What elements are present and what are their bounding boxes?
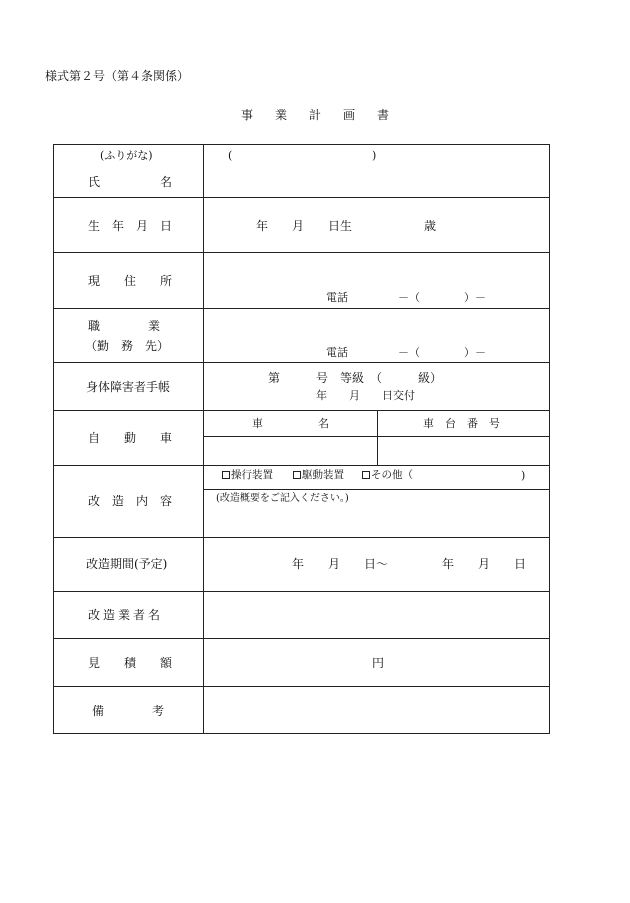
handbook-number-grade: 第 号 等級 （ 級） — [268, 371, 443, 385]
option-other[interactable]: その他（ — [362, 470, 413, 481]
form-number: 様式第２号（第４条関係） — [45, 69, 190, 83]
option-steering-device[interactable]: 操行装置 — [222, 470, 273, 481]
furigana-close-paren: ) — [372, 149, 377, 162]
vehicle-name-header: 車 名 — [252, 417, 329, 430]
furigana-label: (ふりがな) — [100, 149, 153, 162]
employer-tel-format: －（ ）－ — [398, 346, 486, 359]
checkbox[interactable] — [222, 471, 230, 479]
employer-sublabel: （勤 務 先） — [85, 339, 170, 353]
address-tel-label: 電話 — [326, 291, 348, 304]
row-divider — [53, 362, 550, 363]
vehicle-chassis-number-header: 車 台 番 号 — [423, 417, 500, 430]
birthdate-label: 生 年 月 日 — [88, 219, 173, 233]
row-divider — [53, 591, 550, 592]
handbook-issue-date: 年 月 日交付 — [316, 389, 415, 402]
period-start: 年 月 日～ — [292, 557, 389, 571]
period-label: 改造期間(予定) — [86, 557, 168, 571]
furigana-open-paren: ( — [228, 149, 233, 162]
row-divider — [53, 638, 550, 639]
modification-options-divider — [203, 489, 550, 490]
option-drive-device[interactable]: 駆動装置 — [293, 470, 344, 481]
contractor-label: 改造業者名 — [88, 608, 164, 622]
period-end: 年 月 日 — [442, 557, 527, 571]
checkbox[interactable] — [362, 471, 370, 479]
vehicle-label: 自 動 車 — [88, 431, 173, 445]
row-divider — [53, 252, 550, 253]
estimate-unit: 円 — [372, 656, 385, 670]
modification-note: (改造概要をご記入ください。) — [216, 493, 349, 504]
name-label: 氏 名 — [88, 175, 173, 189]
employer-label: 職 業 — [88, 319, 161, 333]
option-other-close-paren: ) — [521, 469, 526, 482]
column-divider — [203, 144, 204, 734]
remarks-label: 備 考 — [92, 704, 165, 718]
vehicle-column-divider — [377, 410, 378, 465]
row-divider — [53, 308, 550, 309]
handbook-label: 身体障害者手帳 — [86, 380, 171, 394]
address-label: 現 住 所 — [88, 274, 173, 288]
row-divider — [53, 537, 550, 538]
checkbox[interactable] — [293, 471, 301, 479]
row-divider — [53, 410, 550, 411]
modification-label: 改 造 内 容 — [88, 494, 173, 508]
estimate-label: 見 積 額 — [88, 656, 173, 670]
employer-tel-label: 電話 — [326, 346, 348, 359]
row-divider — [53, 686, 550, 687]
birthdate-value: 年 月 日生 歳 — [256, 219, 437, 233]
document-title: 事業計画書 — [240, 108, 411, 122]
row-divider — [53, 465, 550, 466]
address-tel-format: －（ ）－ — [398, 291, 486, 304]
row-divider — [53, 197, 550, 198]
